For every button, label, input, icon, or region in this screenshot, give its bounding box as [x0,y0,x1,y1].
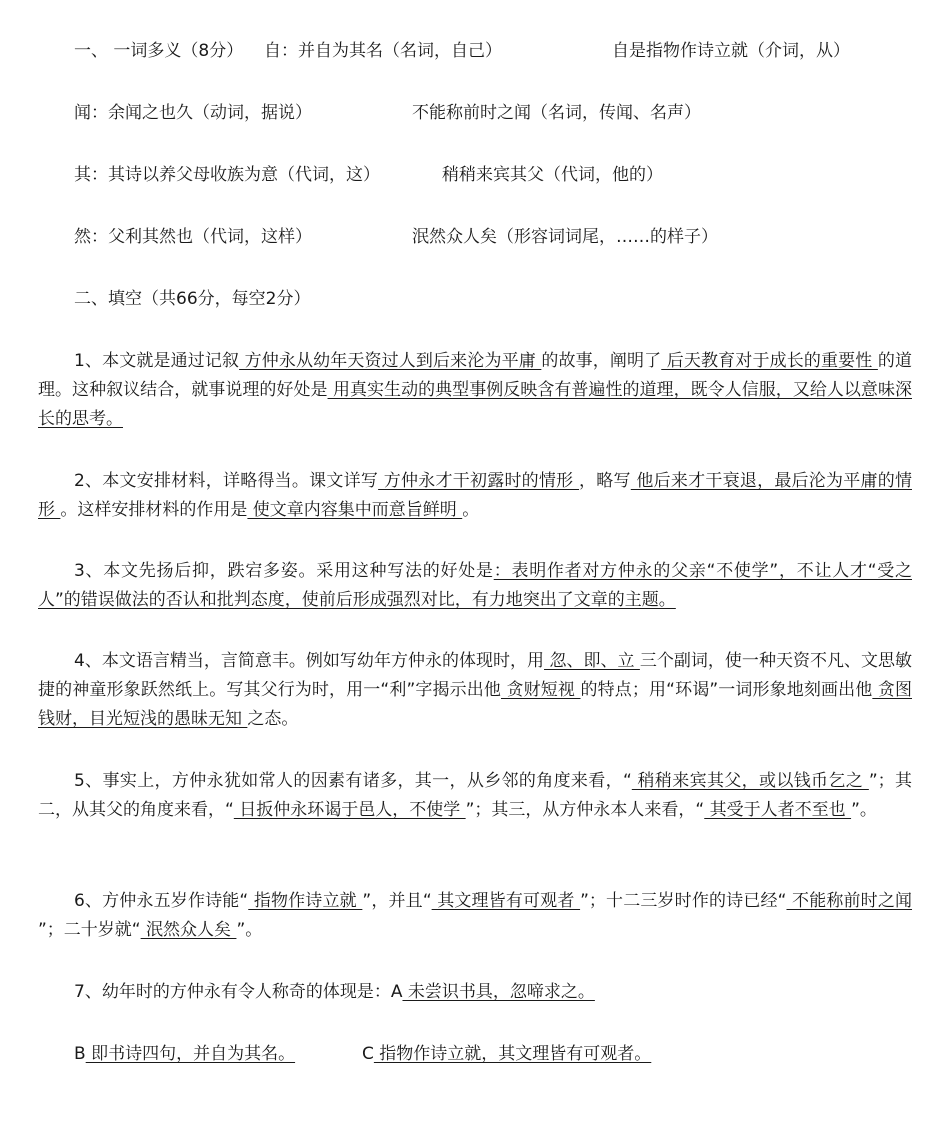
q7-text-1: 7、幼年时的方仲永有令人称奇的体现是： [74,982,391,1002]
zi-example-2-line [612,39,850,63]
q7-label-c: C [362,1044,374,1064]
q2-text-4: 。 [462,500,480,520]
q2-text-1: 2、本文安排材料，详略得当。课文详写 [74,471,379,491]
question-7-continued [74,1042,295,1066]
qi-line-1 [74,163,380,187]
question-6 [38,887,912,945]
q7-label-a: A [390,982,403,1002]
q6-answer-3: 不能称前时之闻 [786,891,913,911]
q1-answer-2: 后天教育对于成长的重要性 [661,351,878,371]
zi-example-1: 自：并自为其名（名词，自己） [264,41,503,61]
ran-line-1 [74,225,312,249]
q1-text-2: 的故事，阐明了 [541,351,662,371]
question-3 [38,557,912,615]
q4-text-1: 4、本文语言精当，言简意丰。例如写幼年方仲永的体现时，用 [74,651,545,671]
section1-heading-line [74,39,502,63]
q1-text-1: 1、本文就是通过记叙 [74,351,240,371]
wen-line-1 [74,101,312,125]
zi-example-2: 自是指物作诗立就（介词，从） [612,41,850,61]
q5-answer-2: 日扳仲永环谒于邑人，不使学 [233,800,466,820]
q5-text-4: ”。 [851,800,877,820]
q1-answer-3: 用真实生动的典型事例反映含有普遍性的道理，既令人信服，又给人以意味深长的思考。 [38,380,912,429]
q7-answer-b: 即书诗四句，并自为其名。 [85,1044,296,1064]
q7-answer-c: 指物作诗立就，其文理皆有可观者。 [373,1044,652,1064]
qi-line-2 [442,163,663,187]
q1-answer-1: 方仲永从幼年天资过人到后来沦为平庸 [239,351,542,371]
q6-text-1: 6、方仲永五岁作诗能“ [74,891,249,911]
q5-text-1: 5、事实上，方仲永犹如常人的因素有诸多，其一，从乡邻的角度来看，“ [74,771,632,791]
q6-text-3: ”；十二三岁时作的诗已经“ [580,891,787,911]
question-7 [74,980,595,1004]
q5-answer-1: 稍稍来宾其父，或以钱币乞之 [631,771,869,791]
q4-answer-2: 贪财短视 [501,680,581,700]
q6-text-5: ”。 [236,920,263,940]
wen-line-2 [412,101,701,125]
q4-text-2: 三个副词，使一种天资不凡、文思敏捷的神童形象跃然纸上。写其父行为时，用一“利”字揭示出他 [38,651,912,700]
q5-answer-3: 其受于人者不至也 [704,800,852,820]
q6-answer-2: 其文理皆有可观者 [431,891,581,911]
q4-answer-3: 贪图钱财，目光短浅的愚昧无知 [38,680,912,729]
section2-heading-line [74,287,310,311]
section2-heading: 二、填空（共66分，每空2分） [74,289,311,309]
q2-answer-1: 方仲永才干初露时的情形 [378,471,580,491]
q4-text-4: 之态。 [247,709,299,729]
q7-label-b: B [74,1044,86,1064]
section1-heading: 一、 一词多义（8分） [74,41,244,61]
question-5 [38,767,912,825]
q3-answer-1: ：表明作者对方仲永的父亲“不使学”，不让人才“受之人”的错误做法的否认和批判态度，使前后形成强烈对比，有力地突出了文章的主题。 [38,561,912,610]
q3-text-1: 3、本文先扬后抑，跌宕多姿。采用这种写法的好处是 [74,561,494,581]
q4-text-3: 的特点；用“环谒”一词形象地刻画出他 [580,680,873,700]
q2-answer-3: 使文章内容集中而意旨鲜明 [247,500,463,520]
ran-line-2 [412,225,718,249]
q6-text-2: ”，并且“ [362,891,432,911]
question-1 [38,347,912,434]
q2-text-3: 。这样安排材料的作用是 [60,500,248,520]
question-2 [38,467,912,525]
question-7-option-c [362,1042,651,1066]
qi-example-1: 其：其诗以养父母收族为意（代词，这） [74,165,380,185]
ran-example-1: 然：父利其然也（代词，这样） [74,227,312,247]
q2-answer-2: 他后来才干衰退，最后沦为平庸的情形 [38,471,912,520]
qi-example-2: 稍稍来宾其父（代词，他的） [442,165,663,185]
q4-answer-1: 忽、即、立 [544,651,640,671]
q5-text-3: ”；其三，从方仲永本人来看，“ [465,800,705,820]
q1-text-3: 的道理。这种叙议结合，就事说理的好处是 [38,351,913,400]
q6-answer-4: 泯然众人矣 [140,920,237,940]
q5-text-2: ”；其二，从其父的角度来看，“ [38,771,912,820]
q7-answer-a: 未尝识书具，忽啼求之。 [402,982,595,1002]
ran-example-2: 泯然众人矣（形容词词尾，……的样子） [412,227,718,247]
question-4 [38,647,912,734]
wen-example-2: 不能称前时之闻（名词，传闻、名声） [412,103,701,123]
q6-answer-1: 指物作诗立就 [248,891,363,911]
wen-example-1: 闻：余闻之也久（动词，据说） [74,103,312,123]
q6-text-4: ”；二十岁就“ [38,920,141,940]
q2-text-2: ，略写 [579,471,631,491]
